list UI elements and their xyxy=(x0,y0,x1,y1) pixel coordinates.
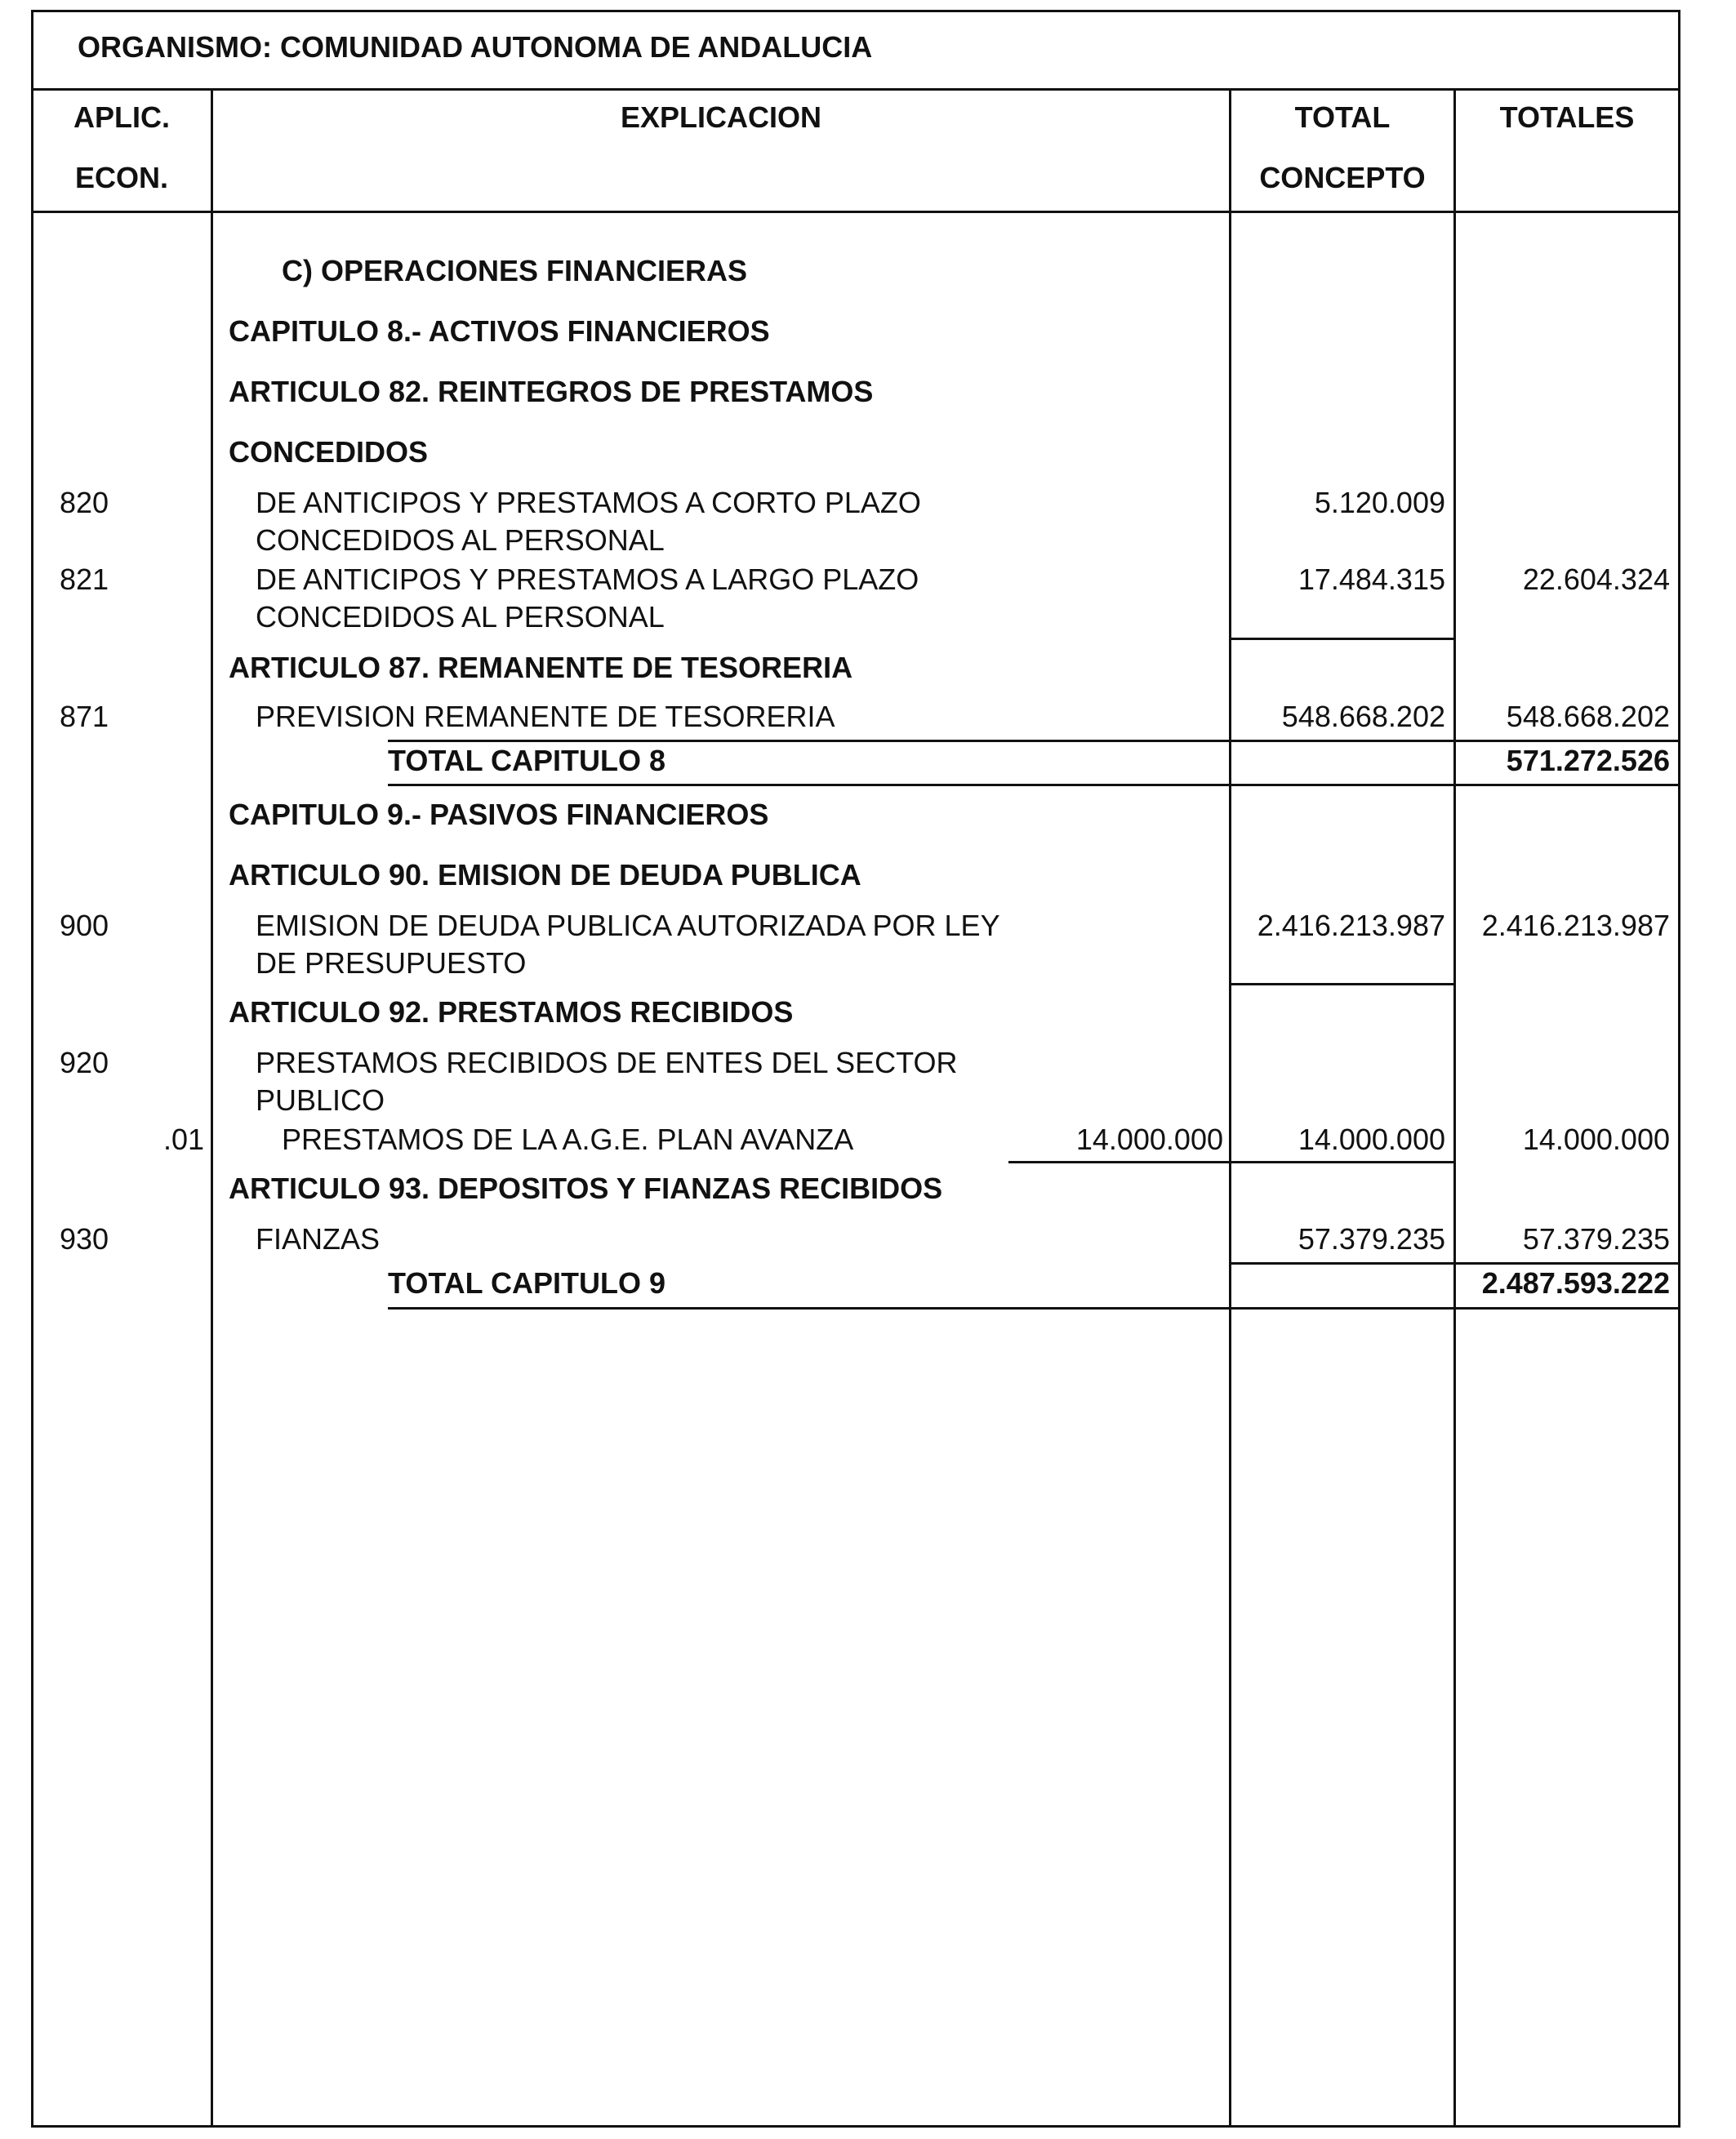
column-header-divider xyxy=(31,211,1680,213)
totales-920-01: 14.000.000 xyxy=(1522,1123,1670,1156)
art90-heading: ARTICULO 90. EMISION DE DEUDA PUBLICA xyxy=(229,858,861,892)
code-920: 920 xyxy=(60,1046,109,1079)
desc-821: DE ANTICIPOS Y PRESTAMOS A LARGO PLAZO xyxy=(256,563,919,596)
header-total: TOTAL xyxy=(1294,100,1391,134)
sub-920-01: 14.000.000 xyxy=(1075,1123,1223,1156)
cap9-total-bottom-rule xyxy=(388,1307,1680,1310)
cap8-total-bottom-rule xyxy=(388,784,1680,786)
column-divider-aplic xyxy=(211,88,213,2128)
code-821: 821 xyxy=(60,563,109,596)
art82-heading-cont: CONCEDIDOS xyxy=(229,435,429,469)
header-totales: TOTALES xyxy=(1499,100,1635,134)
concepto-821: 17.484.315 xyxy=(1298,563,1445,596)
desc-820-cont: CONCEDIDOS AL PERSONAL xyxy=(256,523,665,557)
art92-heading: ARTICULO 92. PRESTAMOS RECIBIDOS xyxy=(229,995,794,1029)
concepto-820: 5.120.009 xyxy=(1314,486,1445,519)
art92-subtotal-rule xyxy=(1008,1161,1456,1163)
concepto-871: 548.668.202 xyxy=(1281,700,1445,733)
desc-930: FIANZAS xyxy=(256,1222,381,1256)
code-820: 820 xyxy=(60,486,109,519)
header-concepto: CONCEPTO xyxy=(1259,161,1426,194)
code-871: 871 xyxy=(60,700,109,733)
desc-920-cont: PUBLICO xyxy=(256,1083,385,1117)
section-title: C) OPERACIONES FINANCIERAS xyxy=(282,254,748,287)
desc-871: PREVISION REMANENTE DE TESORERIA xyxy=(256,700,835,733)
concepto-900: 2.416.213.987 xyxy=(1257,909,1445,942)
art87-heading: ARTICULO 87. REMANENTE DE TESORERIA xyxy=(229,651,853,684)
desc-920-01: PRESTAMOS DE LA A.G.E. PLAN AVANZA xyxy=(282,1123,854,1156)
desc-900: EMISION DE DEUDA PUBLICA AUTORIZADA POR LEY xyxy=(256,909,1000,942)
totales-900: 2.416.213.987 xyxy=(1481,909,1670,942)
header-divider xyxy=(31,88,1680,91)
totales-871: 548.668.202 xyxy=(1506,700,1670,733)
art82-subtotal-rule xyxy=(1229,638,1456,640)
cap9-total-top-rule xyxy=(1229,1262,1680,1265)
desc-821-cont: CONCEDIDOS AL PERSONAL xyxy=(256,600,665,634)
art93-heading: ARTICULO 93. DEPOSITOS Y FIANZAS RECIBIDOS xyxy=(229,1172,943,1205)
cap8-total-label: TOTAL CAPITULO 8 xyxy=(388,744,666,777)
code-900: 900 xyxy=(60,909,109,942)
cap8-total-value: 571.272.526 xyxy=(1506,744,1670,777)
art90-subtotal-rule xyxy=(1229,983,1456,985)
code-930: 930 xyxy=(60,1222,109,1256)
code-920-01: .01 xyxy=(162,1123,204,1156)
cap9-total-value: 2.487.593.222 xyxy=(1481,1266,1670,1300)
header-explicacion: EXPLICACION xyxy=(620,100,822,134)
cap9-title: CAPITULO 9.- PASIVOS FINANCIEROS xyxy=(229,798,769,831)
header-aplic: APLIC. xyxy=(73,100,170,134)
column-divider-explicacion xyxy=(1229,88,1231,2128)
desc-920: PRESTAMOS RECIBIDOS DE ENTES DEL SECTOR xyxy=(256,1046,958,1079)
cap8-title: CAPITULO 8.- ACTIVOS FINANCIEROS xyxy=(229,314,770,348)
cap8-total-top-rule xyxy=(388,740,1680,742)
header-econ: ECON. xyxy=(74,161,168,194)
column-divider-concepto xyxy=(1453,88,1456,2128)
art82-heading: ARTICULO 82. REINTEGROS DE PRESTAMOS xyxy=(229,375,874,408)
totales-821: 22.604.324 xyxy=(1522,563,1670,596)
totales-930: 57.379.235 xyxy=(1522,1222,1670,1256)
desc-900-cont: DE PRESUPUESTO xyxy=(256,946,527,980)
concepto-930: 57.379.235 xyxy=(1298,1222,1445,1256)
cap9-total-label: TOTAL CAPITULO 9 xyxy=(388,1266,666,1300)
organismo-title: ORGANISMO: COMUNIDAD AUTONOMA DE ANDALUCIA xyxy=(78,30,873,64)
concepto-920-01: 14.000.000 xyxy=(1298,1123,1445,1156)
desc-820: DE ANTICIPOS Y PRESTAMOS A CORTO PLAZO xyxy=(256,486,921,519)
